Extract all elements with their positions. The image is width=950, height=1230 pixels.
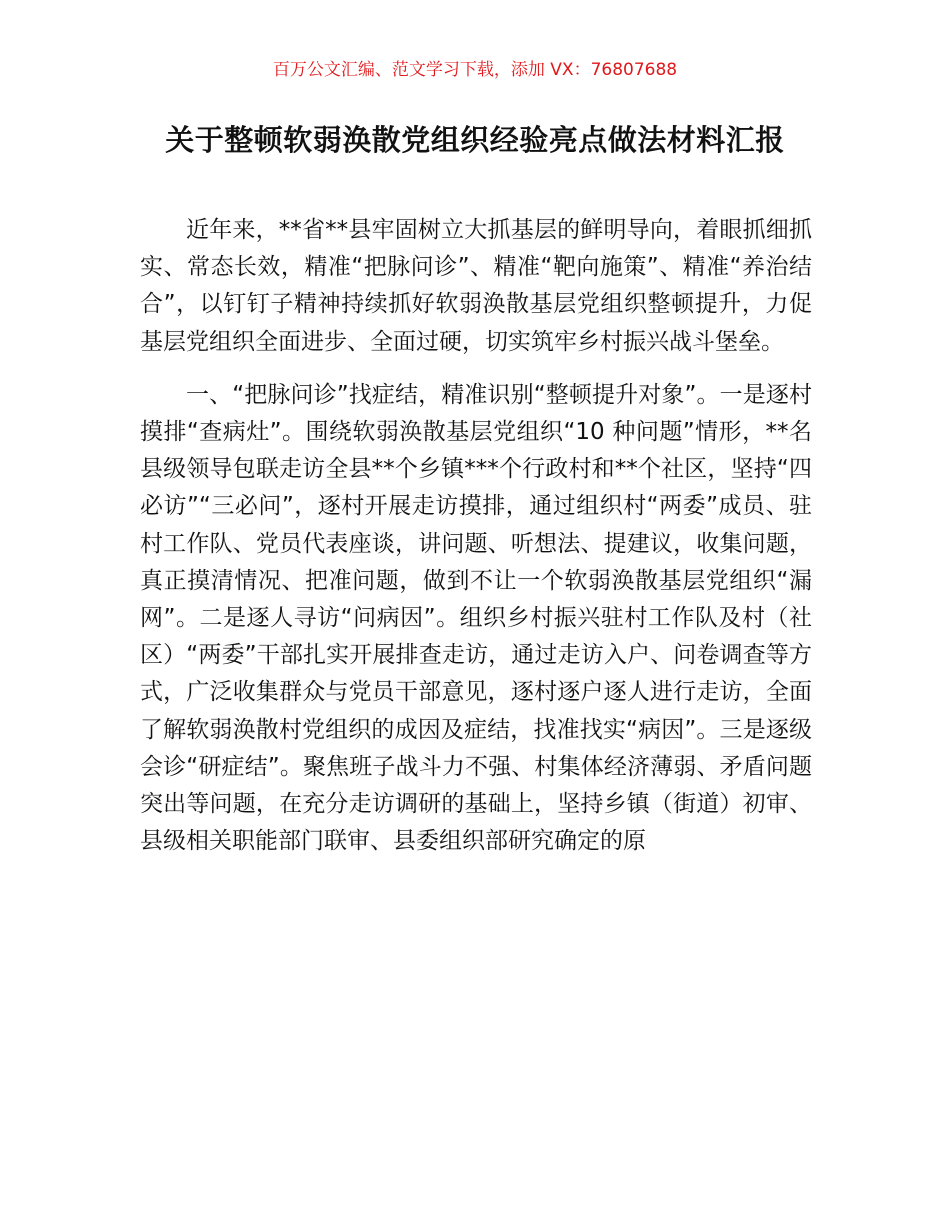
promo-banner: 百万公文汇编、范文学习下载，添加 VX：76807688 (272, 60, 678, 80)
paragraph-intro: 近年来，**省**县牢固树立大抓基层的鲜明导向，着眼抓细抓实、常态长效，精准“把脉问诊”、精准“靶向施策”、精准“养治结合”，以钉钉子精神持续抓好软弱涣散基层党组织整顿提升，力促基层党组织全面进步、全面过硬，切实筑牢乡村振兴战斗堡垒。 (140, 217, 812, 355)
document-body (140, 212, 812, 876)
document-title: 关于整顿软弱涣散党组织经验亮点做法材料汇报 (165, 123, 785, 157)
paragraph-section-one: 一、“把脉问诊”找症结，精准识别“整顿提升对象”。一是逐村摸排“查病灶”。围绕软弱涣散基层党组织“10 种问题”情形，**名县级领导包联走访全县**个乡镇***个行政村和**个社区，坚持“四必访”“三必问”，逐村开展走访摸排，通过组织村“两委”成员、驻村工作队、党员代表座谈，讲问题、听想法、提建议，收集问题，真正摸清情况、把准问题，做到不让一个软弱涣散基层党组织“漏网”。二是逐人寻访“问病因”。组织乡村振兴驻村工作队及村（社区）“两委”干部扎实开展排查走访，通过走访入户、问卷调查等方式，广泛收集群众与党员干部意见，逐村逐户逐人进行走访，全面了解软弱涣散村党组织的成因及症结，找准找实“病因”。三是逐级会诊“研症结”。聚焦班子战斗力不强、村集体经济薄弱、矛盾问题突出等问题，在充分走访调研的基础上，坚持乡镇（街道）初审、县级相关职能部门联审、县委组织部研究确定的原 (140, 381, 812, 855)
